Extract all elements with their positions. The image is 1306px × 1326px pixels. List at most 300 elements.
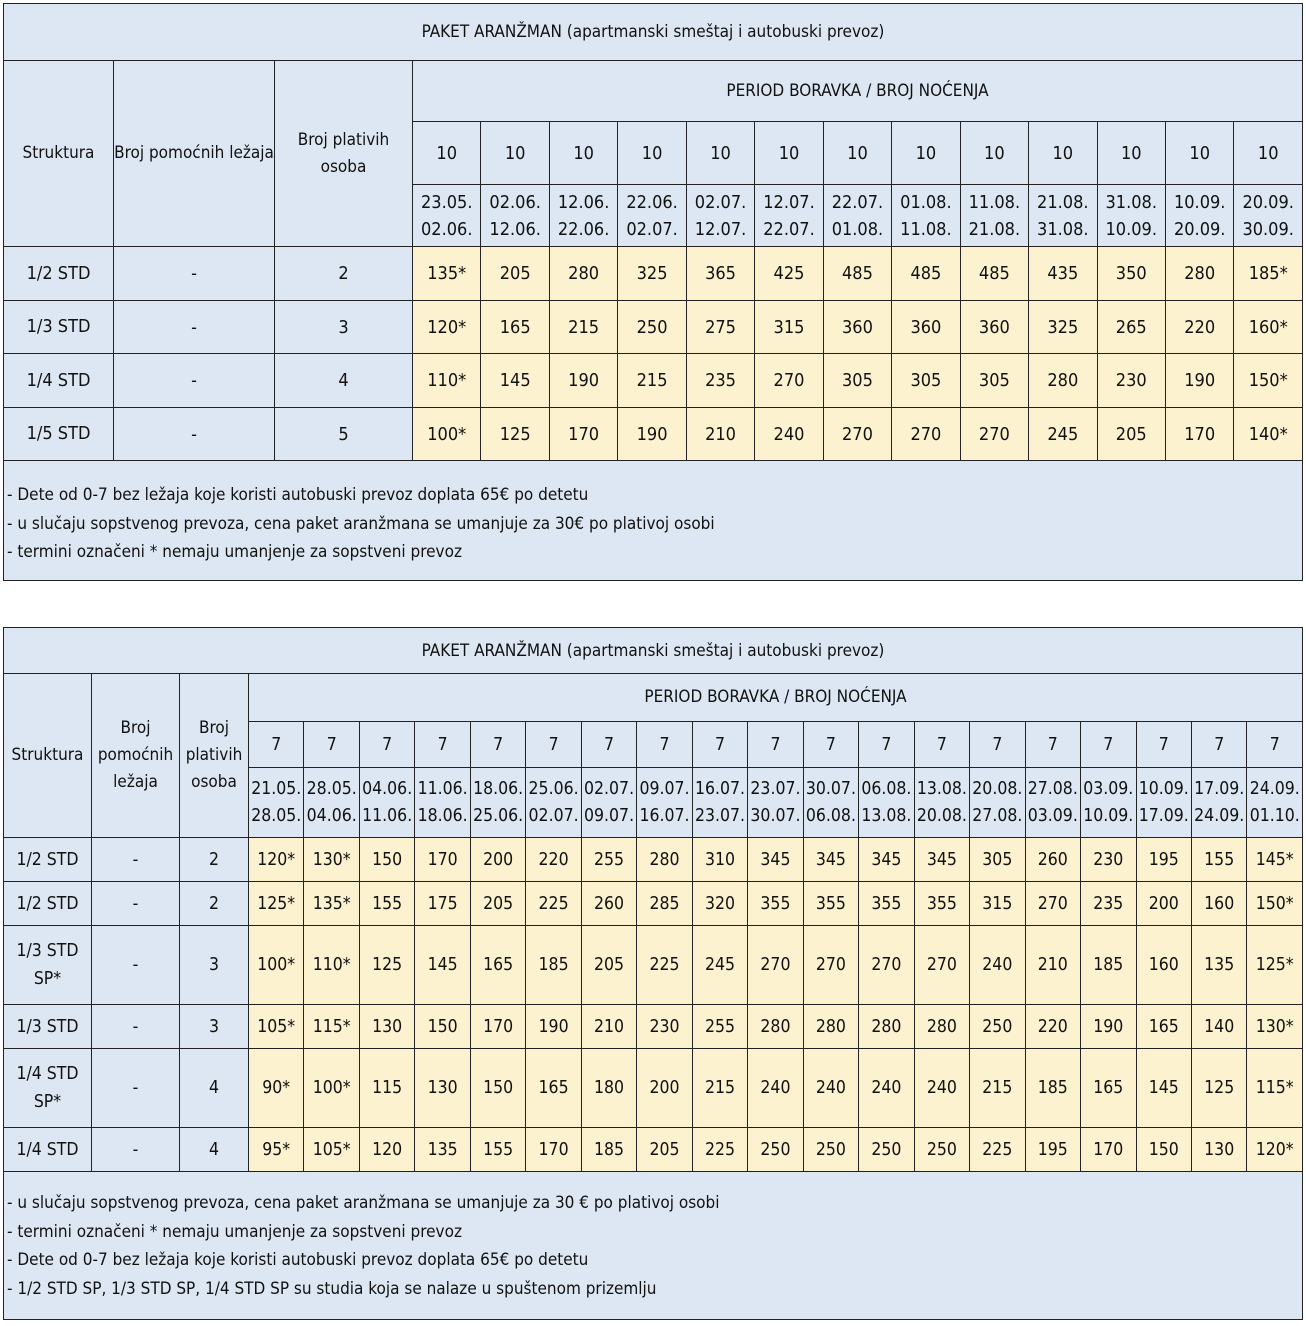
period-end-date: 04.06. [306,805,357,826]
table-row [4,1128,1303,1172]
price-cell: 255 [692,1005,747,1049]
price-cell: 160 [1191,882,1246,926]
price-cell: 100* [304,1049,359,1128]
price-cell: 155 [470,1128,525,1172]
structure-cell: 1/4 STD [4,1128,92,1172]
nights-count: 7 [859,722,914,768]
period-start-date: 23.05. [420,191,473,213]
price-cell: 185 [581,1128,636,1172]
price-cell: 185 [526,926,581,1005]
period-start-date: 10.09. [1138,778,1189,799]
aux-beds-cell: - [114,247,275,301]
period-header: PERIOD BORAVKA / BROJ NOĆENJA [413,61,1303,122]
price-cell: 230 [1097,354,1165,408]
price-cell: 225 [692,1128,747,1172]
price-cell: 345 [748,838,803,882]
period-start-date: 30.07. [805,778,856,799]
structure-cell: 1/2 STD [4,838,92,882]
price-cell: 125 [359,926,414,1005]
price-cell: 105* [249,1005,304,1049]
price-cell: 100* [413,408,481,461]
price-cell: 485 [823,247,891,301]
price-cell: 140 [1191,1005,1246,1049]
period-dates [1234,185,1303,247]
price-cell: 225 [526,882,581,926]
period-dates [249,768,304,838]
structure-cell: 1/5 STD [4,408,114,461]
nights-count: 10 [892,122,960,185]
period-end-date: 02.07. [626,218,678,240]
payers-cell: 4 [275,354,413,408]
price-cell: 175 [415,882,470,926]
price-cell: 135* [304,882,359,926]
price-cell: 235 [1081,882,1136,926]
price-cell: 240 [803,1049,858,1128]
price-cell: 195 [1136,838,1191,882]
nights-count: 10 [413,122,481,185]
aux-beds-cell: - [114,301,275,354]
period-dates [1136,768,1191,838]
table-row [4,408,1303,461]
period-start-date: 18.06. [473,778,524,799]
structure-header: Struktura [4,61,114,247]
price-cell: 230 [637,1005,692,1049]
table-row [4,926,1303,1005]
nights-count: 7 [970,722,1025,768]
price-cell: 280 [1165,247,1233,301]
nights-count: 10 [1165,122,1233,185]
price-cell: 205 [470,882,525,926]
price-cell: 190 [618,408,686,461]
price-cell: 355 [803,882,858,926]
period-start-date: 28.05. [306,778,357,799]
period-end-date: 16.07. [639,805,690,826]
period-end-date: 10.09. [1105,218,1157,240]
price-cell: 280 [803,1005,858,1049]
period-start-date: 13.08. [916,778,967,799]
nights-count: 7 [1247,722,1303,768]
structure-cell: 1/2 STD [4,247,114,301]
aux-beds-cell: - [92,838,180,882]
table-row [4,301,1303,354]
table-row [4,247,1303,301]
price-cell: 185 [1081,926,1136,1005]
period-dates [581,768,636,838]
price-cell: 190 [1165,354,1233,408]
price-cell: 110* [413,354,481,408]
price-cell: 100* [249,926,304,1005]
price-cell: 425 [755,247,823,301]
price-cell: 210 [581,1005,636,1049]
price-cell: 355 [748,882,803,926]
price-cell: 270 [823,408,891,461]
price-cell: 150* [1247,882,1303,926]
price-cell: 120* [413,301,481,354]
price-cell: 120* [249,838,304,882]
period-start-date: 17.09. [1194,778,1245,799]
period-end-date: 30.09. [1242,218,1294,240]
period-start-date: 12.06. [557,191,610,213]
price-cell: 130* [1247,1005,1303,1049]
period-dates [470,768,525,838]
price-cell: 120 [359,1128,414,1172]
table-row [4,354,1303,408]
period-dates [481,185,549,247]
price-cell: 130 [1191,1128,1246,1172]
period-end-date: 22.07. [763,218,815,240]
price-cell: 165 [1136,1005,1191,1049]
price-cell: 305 [960,354,1028,408]
period-dates [1029,185,1097,247]
structure-cell: 1/3 STD SP* [4,926,92,1005]
period-dates [304,768,359,838]
period-start-date: 02.07. [584,778,635,799]
period-end-date: 12.06. [489,218,541,240]
price-cell: 215 [970,1049,1025,1128]
price-cell: 280 [748,1005,803,1049]
period-start-date: 21.05. [251,778,302,799]
price-cell: 360 [960,301,1028,354]
period-end-date: 25.06. [473,805,524,826]
nights-count: 10 [686,122,754,185]
period-end-date: 02.07. [528,805,579,826]
price-cell: 170 [1081,1128,1136,1172]
price-cell: 135* [413,247,481,301]
aux-beds-cell: - [92,1128,180,1172]
nights-count: 7 [581,722,636,768]
price-cell: 270 [914,926,969,1005]
period-end-date: 28.05. [251,805,302,826]
nights-count: 7 [1136,722,1191,768]
price-cell: 185 [1025,1049,1080,1128]
price-cell: 270 [803,926,858,1005]
price-cell: 225 [970,1128,1025,1172]
period-dates [970,768,1025,838]
period-start-date: 27.08. [1027,778,1078,799]
note-line: - Dete od 0-7 bez ležaja koje koristi autobuski prevoz doplata 65€ po detetu [7,485,589,505]
period-start-date: 12.07. [763,191,815,213]
price-cell: 250 [748,1128,803,1172]
price-cell: 115 [359,1049,414,1128]
payers-header: Broj plativih osoba [275,61,413,247]
period-end-date: 30.07. [750,805,801,826]
price-cell: 90* [249,1049,304,1128]
price-cell: 130* [304,838,359,882]
price-cell: 345 [914,838,969,882]
price-cell: 145* [1247,838,1303,882]
price-cell: 320 [692,882,747,926]
period-dates [415,768,470,838]
period-start-date: 20.09. [1242,191,1294,213]
price-cell: 125 [1191,1049,1246,1128]
price-cell: 230 [1081,838,1136,882]
notes-section [4,461,1303,581]
price-cell: 150 [359,838,414,882]
price-cell: 270 [755,354,823,408]
period-end-date: 23.07. [694,805,746,826]
period-dates [526,768,581,838]
price-cell: 155 [1191,838,1246,882]
note-line: - termini označeni * nemaju umanjenje za sopstveni prevoz [7,542,462,562]
period-dates [755,185,823,247]
nights-count: 10 [755,122,823,185]
period-end-date: 22.06. [557,218,610,240]
period-start-date: 22.07. [831,191,884,213]
price-cell: 165 [481,301,549,354]
nights-count: 7 [1081,722,1136,768]
price-cell: 185* [1234,247,1303,301]
period-end-date: 11.08. [900,218,952,240]
structure-cell: 1/3 STD [4,1005,92,1049]
price-cell: 240 [755,408,823,461]
aux-beds-header: Broj pomoćnih ležaja [92,674,180,838]
period-dates [1025,768,1080,838]
structure-header: Struktura [4,674,92,838]
price-cell: 275 [686,301,754,354]
payers-cell: 3 [180,926,249,1005]
price-cell: 170 [1165,408,1233,461]
period-end-date: 01.08. [831,218,884,240]
price-cell: 205 [637,1128,692,1172]
period-end-date: 01.10. [1249,805,1300,826]
price-cell: 270 [859,926,914,1005]
price-cell: 260 [581,882,636,926]
period-dates [859,768,914,838]
price-cell: 160 [1136,926,1191,1005]
price-cell: 360 [892,301,960,354]
price-cell: 350 [1097,247,1165,301]
period-start-date: 25.06. [528,778,579,799]
price-cell: 315 [970,882,1025,926]
price-cell: 165 [470,926,525,1005]
nights-count: 10 [1234,122,1303,185]
price-cell: 130 [415,1049,470,1128]
price-cell: 325 [618,247,686,301]
price-cell: 190 [526,1005,581,1049]
price-cell: 115* [304,1005,359,1049]
price-cell: 225 [637,926,692,1005]
price-cell: 250 [859,1128,914,1172]
price-table-7-nights [3,627,1303,1320]
period-end-date: 21.08. [968,218,1021,240]
price-cell: 105* [304,1128,359,1172]
nights-count: 10 [549,122,617,185]
price-cell: 280 [637,838,692,882]
period-end-date: 20.08. [916,805,967,826]
price-cell: 205 [481,247,549,301]
aux-beds-cell: - [92,926,180,1005]
price-cell: 240 [859,1049,914,1128]
price-cell: 285 [637,882,692,926]
period-end-date: 18.06. [417,805,468,826]
table-row [4,1049,1303,1128]
price-cell: 150 [1136,1128,1191,1172]
period-dates [359,768,414,838]
price-cell: 315 [755,301,823,354]
period-end-date: 31.08. [1037,218,1089,240]
price-cell: 255 [581,838,636,882]
price-cell: 365 [686,247,754,301]
price-cell: 195 [1025,1128,1080,1172]
price-cell: 150 [415,1005,470,1049]
note-line: - termini označeni * nemaju umanjenje za sopstveni prevoz [7,1221,462,1242]
price-cell: 145 [1136,1049,1191,1128]
price-cell: 125* [1247,926,1303,1005]
period-start-date: 09.07. [639,778,690,799]
period-dates [823,185,891,247]
price-cell: 145 [415,926,470,1005]
price-cell: 190 [549,354,617,408]
payers-cell: 2 [275,247,413,301]
price-cell: 310 [692,838,747,882]
price-cell: 345 [803,838,858,882]
price-cell: 435 [1029,247,1097,301]
period-dates [618,185,686,247]
nights-count: 10 [1029,122,1097,185]
price-cell: 270 [892,408,960,461]
price-cell: 250 [618,301,686,354]
price-cell: 210 [686,408,754,461]
price-cell: 125 [481,408,549,461]
price-cell: 205 [581,926,636,1005]
note-line: - Dete od 0-7 bez ležaja koje koristi autobuski prevoz doplata 65€ po detetu [7,1250,589,1270]
price-cell: 485 [892,247,960,301]
payers-cell: 3 [180,1005,249,1049]
period-end-date: 12.07. [694,218,747,240]
period-start-date: 20.08. [972,778,1023,799]
period-start-date: 11.06. [417,778,468,799]
price-cell: 345 [859,838,914,882]
period-end-date: 09.07. [584,805,635,826]
price-cell: 165 [526,1049,581,1128]
price-cell: 160* [1234,301,1303,354]
period-dates [1191,768,1246,838]
period-start-date: 06.08. [861,778,912,799]
period-start-date: 03.09. [1083,778,1134,799]
period-dates [549,185,617,247]
period-dates [914,768,969,838]
price-cell: 240 [748,1049,803,1128]
price-cell: 270 [748,926,803,1005]
price-cell: 115* [1247,1049,1303,1128]
price-cell: 170 [549,408,617,461]
price-cell: 170 [470,1005,525,1049]
aux-beds-cell: - [92,1005,180,1049]
price-cell: 205 [1097,408,1165,461]
price-cell: 165 [1081,1049,1136,1128]
price-cell: 240 [970,926,1025,1005]
payers-header: Broj plativih osoba [180,674,249,838]
period-header: PERIOD BORAVKA / BROJ NOĆENJA [249,674,1303,722]
price-cell: 135 [1191,926,1246,1005]
price-cell: 180 [581,1049,636,1128]
period-end-date: 06.08. [805,805,856,826]
price-cell: 355 [859,882,914,926]
note-line: - u slučaju sopstvenog prevoza, cena paket aranžmana se umanjuje za 30€ po plativoj osobi [7,513,715,534]
price-cell: 95* [249,1128,304,1172]
price-cell: 245 [692,926,747,1005]
period-end-date: 13.08. [861,805,912,826]
nights-count: 10 [481,122,549,185]
period-dates [1081,768,1136,838]
nights-count: 10 [618,122,686,185]
period-start-date: 31.08. [1105,191,1157,213]
payers-cell: 4 [180,1049,249,1128]
nights-count: 7 [415,722,470,768]
price-cell: 280 [1029,354,1097,408]
price-cell: 305 [892,354,960,408]
table-row [4,882,1303,926]
period-start-date: 10.09. [1173,191,1226,213]
table-title: PAKET ARANŽMAN (apartmanski smeštaj i autobuski prevoz) [4,628,1303,674]
structure-cell: 1/3 STD [4,301,114,354]
price-cell: 220 [1025,1005,1080,1049]
period-dates [686,185,754,247]
period-start-date: 02.07. [694,191,747,213]
price-cell: 280 [859,1005,914,1049]
period-end-date: 11.06. [362,805,413,826]
price-cell: 135 [415,1128,470,1172]
price-cell: 220 [526,838,581,882]
price-cell: 155 [359,882,414,926]
nights-count: 7 [304,722,359,768]
period-start-date: 01.08. [900,191,952,213]
nights-count: 7 [526,722,581,768]
nights-count: 7 [692,722,747,768]
price-cell: 305 [823,354,891,408]
price-cell: 215 [692,1049,747,1128]
price-cell: 130 [359,1005,414,1049]
period-start-date: 04.06. [362,778,413,799]
price-cell: 150 [470,1049,525,1128]
structure-cell: 1/4 STD [4,354,114,408]
price-cell: 190 [1081,1005,1136,1049]
price-cell: 200 [637,1049,692,1128]
price-cell: 245 [1029,408,1097,461]
period-dates [1165,185,1233,247]
price-cell: 120* [1247,1128,1303,1172]
aux-beds-header: Broj pomoćnih ležaja [114,61,275,247]
price-cell: 280 [914,1005,969,1049]
price-cell: 485 [960,247,1028,301]
period-start-date: 22.06. [626,191,678,213]
period-end-date: 17.09. [1138,805,1189,826]
nights-count: 7 [470,722,525,768]
period-end-date: 27.08. [972,805,1023,826]
period-dates [748,768,803,838]
nights-count: 7 [1191,722,1246,768]
price-cell: 280 [549,247,617,301]
price-cell: 305 [970,838,1025,882]
period-dates [892,185,960,247]
table-title: PAKET ARANŽMAN (apartmanski smeštaj i autobuski prevoz) [4,4,1303,61]
nights-count: 7 [914,722,969,768]
price-cell: 150* [1234,354,1303,408]
period-start-date: 24.09. [1249,778,1300,799]
table-row [4,1005,1303,1049]
aux-beds-cell: - [114,354,275,408]
price-cell: 215 [549,301,617,354]
nights-count: 10 [960,122,1028,185]
price-cell: 140* [1234,408,1303,461]
price-cell: 355 [914,882,969,926]
nights-count: 7 [748,722,803,768]
aux-beds-cell: - [92,882,180,926]
period-end-date: 20.09. [1173,218,1226,240]
period-dates [413,185,481,247]
nights-count: 7 [359,722,414,768]
price-cell: 270 [960,408,1028,461]
